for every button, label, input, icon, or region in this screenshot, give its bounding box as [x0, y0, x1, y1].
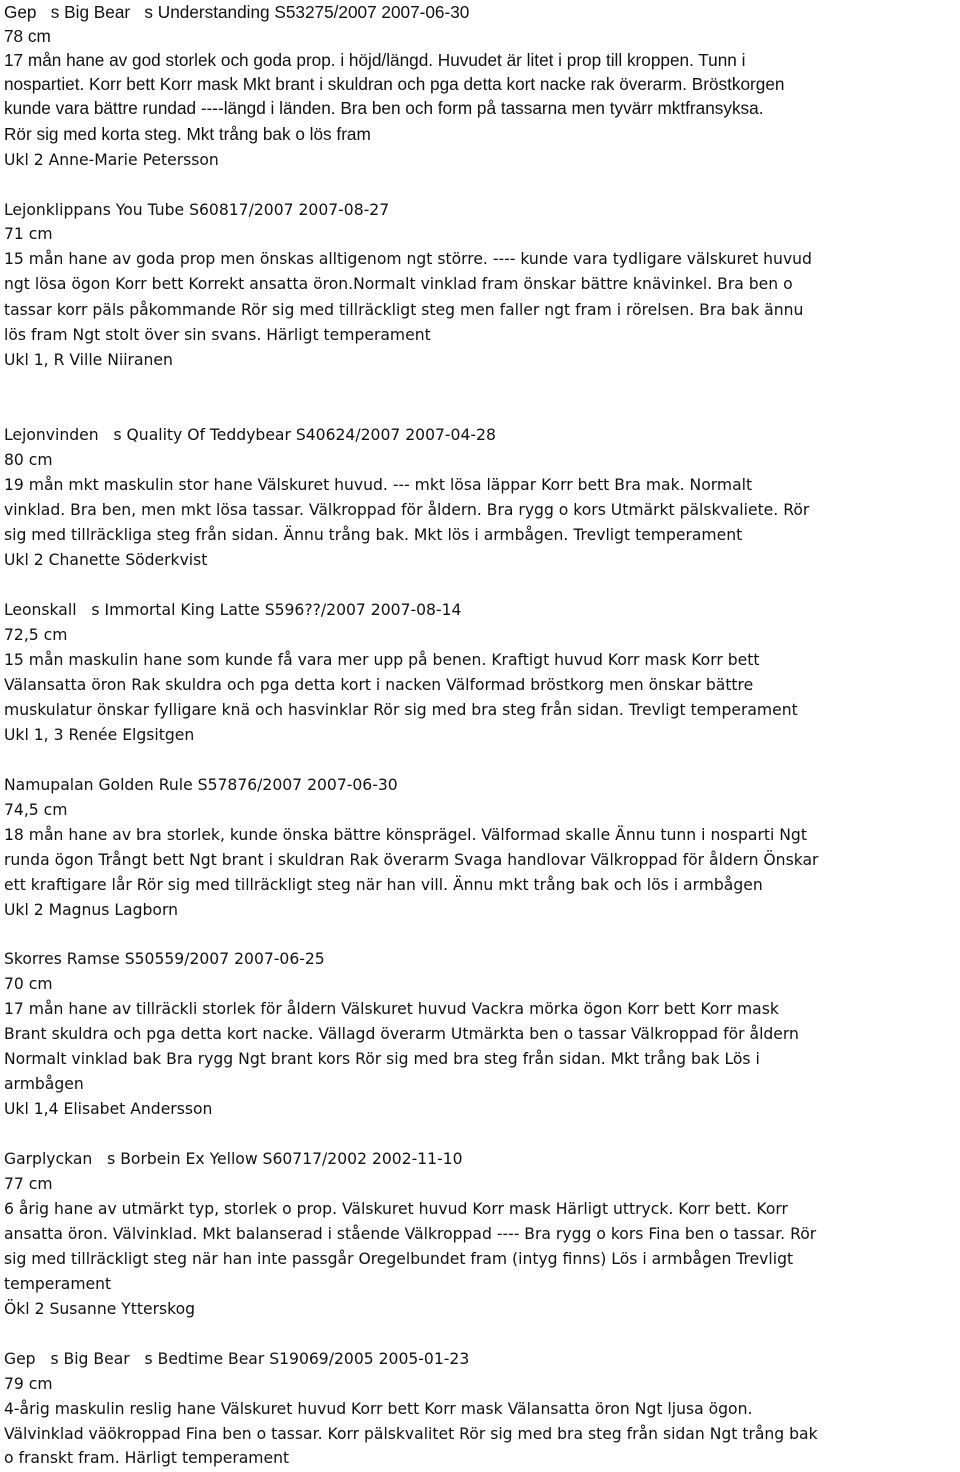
entry-7-critique-line: 6 årig hane av utmärkt typ, storlek o prop. Välskuret huvud Korr mask Härligt uttryck. Korr bett. Korr [4, 1200, 788, 1218]
entry-8-title: Gep s Big Bear s Bedtime Bear S19069/2005 2005-01-23 [4, 1350, 470, 1368]
entry-2-size: 71 cm [4, 225, 53, 243]
entry-7-title: Garplyckan s Borbein Ex Yellow S60717/2002 2002-11-10 [4, 1150, 463, 1168]
entry-4-title: Leonskall s Immortal King Latte S596??/2007 2007-08-14 [4, 601, 462, 619]
entry-6-critique-line: 17 mån hane av tillräckli storlek för åldern Välskuret huvud Vackra mörka ögon Korr bett Korr mask [4, 1000, 779, 1018]
entry-1-critique-line: 17 mån hane av god storlek och goda prop. i höjd/längd. Huvudet är litet i prop till kroppen. Tunn i [4, 50, 746, 70]
entry-5-critique-line: 18 mån hane av bra storlek, kunde önska bättre könsprägel. Välformad skalle Ännu tunn i nosparti Ngt [4, 826, 807, 844]
entry-6-critique-line: armbågen [4, 1075, 84, 1093]
entry-3-critique-line: sig med tillräckliga steg från sidan. Ännu trång bak. Mkt lös i armbågen. Trevligt temperament [4, 526, 743, 544]
entry-3-critique-line: 19 mån mkt maskulin stor hane Välskuret huvud. --- mkt lösa läppar Korr bett Bra mak. Normalt [4, 476, 753, 494]
entry-4-critique-line: Välansatta öron Rak skuldra och pga detta kort i nacken Välformad bröstkorg men önskar bättre [4, 676, 754, 694]
entry-2-critique-line: ngt lösa ögon Korr bett Korrekt ansatta öron.Normalt vinklad fram önskar bättre knävinkel. Bra ben o [4, 275, 793, 293]
entry-6-result: Ukl 1,4 Elisabet Andersson [4, 1100, 213, 1118]
entry-6-critique-line: Brant skuldra och pga detta kort nacke. Vällagd överarm Utmärkta ben o tassar Välkroppad för åldern [4, 1025, 799, 1043]
entry-1-critique-line: kunde vara bättre rundad ----längd i länden. Bra ben och form på tassarna men tyvärr mktfransyksa. [4, 98, 764, 118]
entry-6-size: 70 cm [4, 975, 53, 993]
entry-8-critique-line: Välvinklad väökroppad Fina ben o tassar. Korr pälskvalitet Rör sig med bra steg från sidan Ngt trång bak [4, 1425, 818, 1443]
entry-6-critique-line: Normalt vinklad bak Bra rygg Ngt brant kors Rör sig med bra steg från sidan. Mkt trång bak Lös i [4, 1050, 760, 1068]
entry-8-critique-line: 4-årig maskulin reslig hane Välskuret huvud Korr bett Korr mask Välansatta öron Ngt ljusa ögon. [4, 1400, 753, 1418]
entry-4-result: Ukl 1, 3 Renée Elgsitgen [4, 726, 195, 744]
entry-2-result: Ukl 1, R Ville Niiranen [4, 351, 173, 369]
entry-6-title: Skorres Ramse S50559/2007 2007-06-25 [4, 950, 325, 968]
entry-4-size: 72,5 cm [4, 626, 68, 644]
entry-2-title: Lejonklippans You Tube S60817/2007 2007-08-27 [4, 201, 390, 219]
entry-1-size: 78 cm [4, 26, 51, 46]
entry-8-size: 79 cm [4, 1375, 53, 1393]
entry-7-critique-line: sig med tillräckligt steg när han inte passgår Oregelbundet fram (intyg finns) Lös i armbågen Trevligt [4, 1250, 794, 1268]
entry-3-critique-line: vinklad. Bra ben, men mkt lösa tassar. Välkroppad för åldern. Bra rygg o kors Utmärkt pälskvaliete. Rör [4, 501, 810, 519]
entry-5-critique-line: runda ögon Trångt bett Ngt brant i skuldran Rak överarm Svaga handlovar Välkroppad för åldern Önskar [4, 851, 819, 869]
entry-5-critique-line: ett kraftigare lår Rör sig med tillräckligt steg när han vill. Ännu mkt trång bak och lös i armbågen [4, 876, 763, 894]
entry-7-result: Ökl 2 Susanne Ytterskog [4, 1300, 196, 1318]
entry-8-critique-line: o franskt fram. Härligt temperament [4, 1449, 290, 1467]
entry-3-result: Ukl 2 Chanette Söderkvist [4, 551, 208, 569]
entry-3-size: 80 cm [4, 451, 53, 469]
entry-7-size: 77 cm [4, 1175, 53, 1193]
entry-5-result: Ukl 2 Magnus Lagborn [4, 901, 178, 919]
entry-4-critique-line: muskulatur önskar fylligare knä och hasvinklar Rör sig med bra steg från sidan. Trevligt temperament [4, 701, 798, 719]
entry-1-title: Gep s Big Bear s Understanding S53275/2007 2007-06-30 [4, 2, 470, 22]
entry-5-title: Namupalan Golden Rule S57876/2007 2007-06-30 [4, 776, 398, 794]
entry-1-result: Ukl 2 Anne-Marie Petersson [4, 151, 219, 169]
entry-2-critique-line: tassar korr päls påkommande Rör sig med tillräckligt steg men faller ngt fram i rörelsen. Bra bak ännu [4, 301, 804, 319]
entry-1-critique-line: nospartiet. Korr bett Korr mask Mkt brant i skuldran och pga detta kort nacke rak överarm. Bröstkorgen [4, 74, 785, 94]
entry-1-critique-line: Rör sig med korta steg. Mkt trång bak o lös fram [4, 124, 371, 144]
entry-4-critique-line: 15 mån maskulin hane som kunde få vara mer upp på benen. Kraftigt huvud Korr mask Korr bett [4, 651, 760, 669]
entry-5-size: 74,5 cm [4, 801, 68, 819]
entry-3-title: Lejonvinden s Quality Of Teddybear S40624/2007 2007-04-28 [4, 426, 496, 444]
entry-7-critique-line: ansatta öron. Välvinklad. Mkt balanserad i stående Välkroppad ---- Bra rygg o kors Fina ben o tassar. Rör [4, 1225, 817, 1243]
entry-2-critique-line: lös fram Ngt stolt över sin svans. Härligt temperament [4, 326, 431, 344]
entry-2-critique-line: 15 mån hane av goda prop men önskas alltigenom ngt större. ---- kunde vara tydligare välskuret huvud [4, 250, 812, 268]
entry-7-critique-line: temperament [4, 1275, 112, 1293]
